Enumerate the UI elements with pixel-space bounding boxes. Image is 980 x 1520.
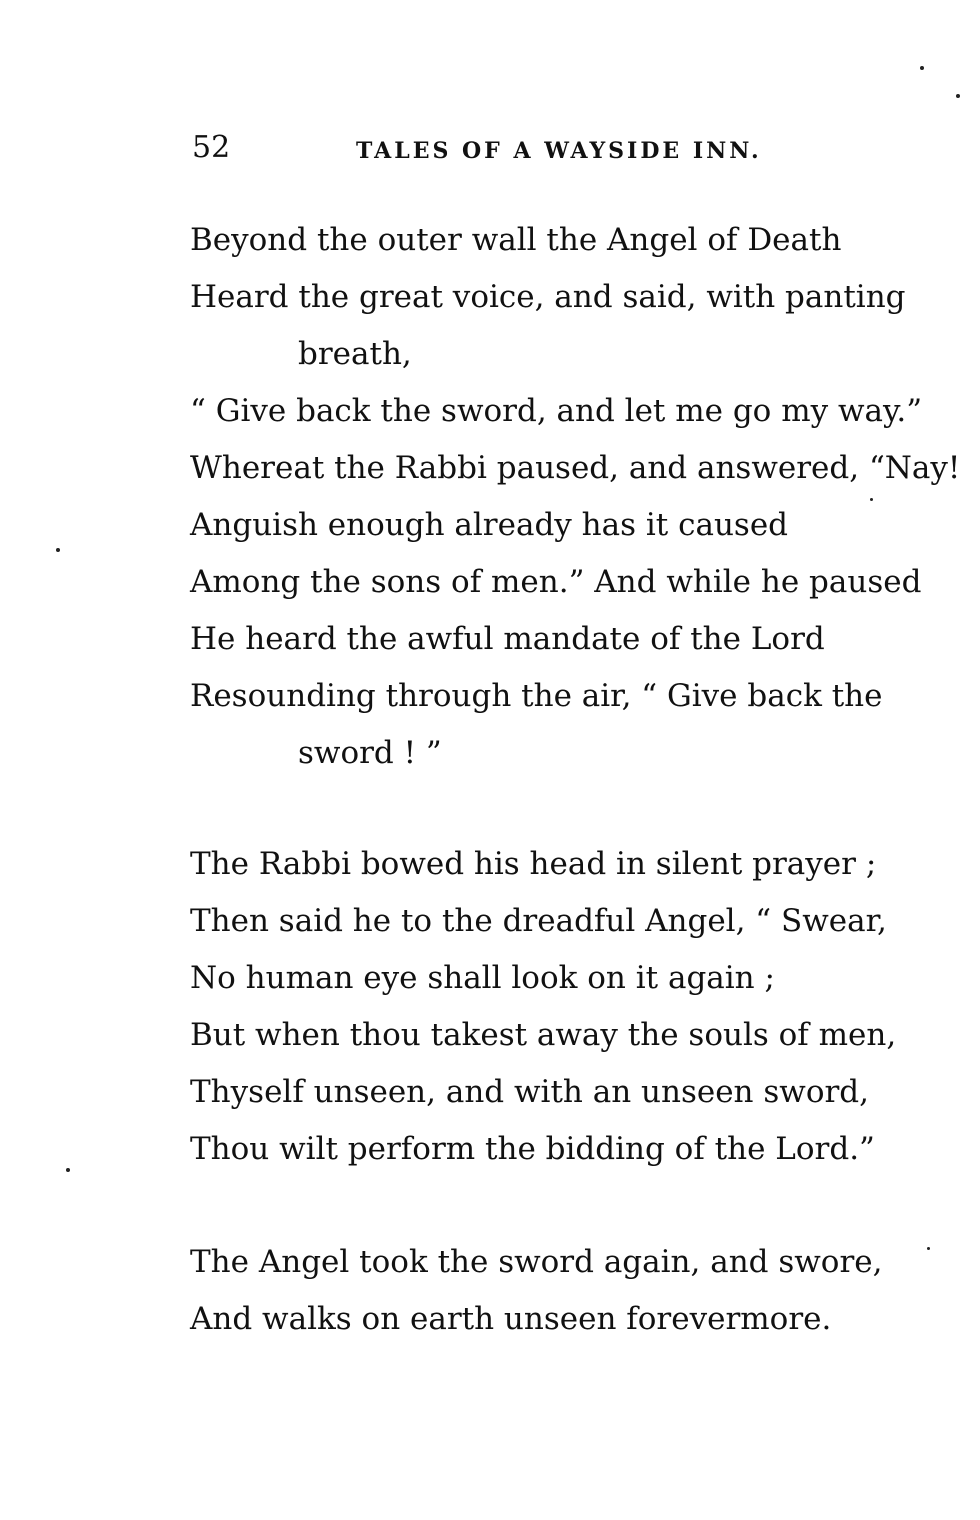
verse-line: “ Give back the sword, and let me go my way.” [190,393,923,429]
verse-line-continuation: sword ! ” [298,735,442,771]
stanza-3 [190,1234,910,1348]
verse-line: He heard the awful mandate of the Lord [190,621,825,657]
scan-speck [66,1168,70,1172]
scan-speck [956,94,960,98]
verse-line: Thou wilt perform the bidding of the Lord.” [190,1131,875,1167]
verse-line-continuation: breath, [298,336,412,372]
page-number: 52 [192,130,231,165]
verse-line: Heard the great voice, and said, with panting [190,279,906,315]
verse-line: Then said he to the dreadful Angel, “ Swear, [190,903,887,939]
verse-line: No human eye shall look on it again ; [190,960,775,996]
stanza-2 [190,836,910,1178]
scan-speck [920,66,924,70]
verse-line: The Rabbi bowed his head in silent prayer ; [190,846,877,882]
verse-line: Whereat the Rabbi paused, and answered, “Nay! [190,450,961,486]
stanza-1 [190,212,961,782]
verse-line: Beyond the outer wall the Angel of Death [190,222,842,258]
verse-line: Thyself unseen, and with an unseen sword, [190,1074,870,1110]
scan-speck [870,498,873,501]
running-title: TALES OF A WAYSIDE INN. [356,138,762,164]
verse-line: Anguish enough already has it caused [190,507,789,543]
scan-speck [927,1247,930,1250]
verse-line: The Angel took the sword again, and swore, [190,1244,883,1280]
verse-line: And walks on earth unseen forevermore. [190,1301,832,1337]
verse-line: Among the sons of men.” And while he paused [190,564,922,600]
verse-line: Resounding through the air, “ Give back the [190,678,883,714]
verse-line: But when thou takest away the souls of men, [190,1017,897,1053]
scan-speck [56,548,60,552]
